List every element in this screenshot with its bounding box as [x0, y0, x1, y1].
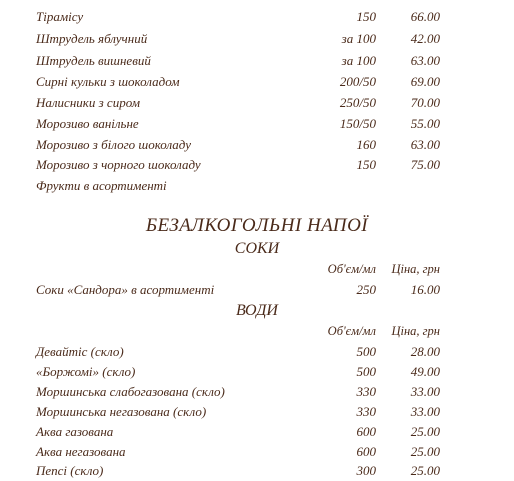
item-volume: 330	[356, 404, 376, 419]
item-volume: 500	[356, 364, 376, 379]
juices-price-header: Ціна, грн	[391, 262, 440, 276]
item-volume: 500	[356, 344, 376, 359]
menu-row	[0, 135, 514, 155]
item-volume: 250	[356, 282, 376, 297]
item-volume: 200/50	[339, 74, 376, 89]
menu-row	[0, 72, 514, 92]
item-price: 42.00	[410, 31, 440, 46]
item-volume: за 100	[341, 31, 376, 46]
item-price: 69.00	[410, 74, 440, 89]
juices-title: СОКИ	[234, 240, 280, 257]
juices-volume-header: Об'єм/мл	[327, 262, 376, 276]
menu-row	[0, 442, 514, 462]
item-name: Соки «Сандора» в асортименті	[36, 282, 215, 297]
menu-row	[0, 29, 514, 49]
menu-row	[0, 93, 514, 113]
item-name: Морозиво ванільне	[36, 116, 139, 131]
menu-row	[0, 51, 514, 71]
item-name: Фрукти в асортименті	[36, 178, 167, 193]
item-volume: 150	[356, 9, 376, 24]
item-price: 63.00	[410, 53, 440, 68]
item-volume: 250/50	[339, 95, 376, 110]
item-volume: 300	[356, 463, 376, 478]
item-price: 33.00	[410, 384, 440, 399]
item-price: 33.00	[410, 404, 440, 419]
item-volume: за 100	[341, 53, 376, 68]
item-volume: 150	[356, 157, 376, 172]
item-name: Девайтіс (скло)	[36, 344, 124, 359]
item-name: Морозиво з білого шоколаду	[36, 137, 191, 152]
item-name: Сирні кульки з шоколадом	[36, 74, 180, 89]
item-price: 25.00	[410, 463, 440, 478]
waters-volume-header: Об'єм/мл	[327, 324, 376, 338]
item-volume: 600	[356, 444, 376, 459]
item-volume: 600	[356, 424, 376, 439]
item-name: Штрудель яблучний	[36, 31, 148, 46]
menu-row	[0, 461, 514, 481]
menu-row	[0, 155, 514, 175]
item-name: Морозиво з чорного шоколаду	[36, 157, 201, 172]
item-name: Аква газована	[36, 424, 114, 439]
menu-row	[0, 422, 514, 442]
item-name: Моршинська негазована (скло)	[36, 404, 207, 419]
item-price: 28.00	[410, 344, 440, 359]
item-name: Налисники з сиром	[36, 95, 140, 110]
menu-row	[0, 382, 514, 402]
item-name: Тірамісу	[36, 9, 84, 24]
item-price: 70.00	[410, 95, 440, 110]
menu-row	[0, 342, 514, 362]
item-price: 16.00	[410, 282, 440, 297]
menu-row	[0, 176, 514, 196]
menu-row	[0, 362, 514, 382]
item-volume: 330	[356, 384, 376, 399]
item-price: 75.00	[410, 157, 440, 172]
item-price: 55.00	[410, 116, 440, 131]
item-name: Моршинська слабогазована (скло)	[36, 384, 225, 399]
item-price: 63.00	[410, 137, 440, 152]
item-price: 25.00	[410, 424, 440, 439]
menu-row	[0, 114, 514, 134]
menu-row	[0, 280, 514, 300]
waters-title: ВОДИ	[236, 302, 278, 319]
item-price: 49.00	[410, 364, 440, 379]
item-name: «Боржомі» (скло)	[36, 364, 136, 379]
item-name: Аква негазована	[36, 444, 126, 459]
menu-row	[0, 402, 514, 422]
item-price: 66.00	[410, 9, 440, 24]
item-name: Пепсі (скло)	[36, 463, 104, 478]
item-price: 25.00	[410, 444, 440, 459]
section-title: БЕЗАЛКОГОЛЬНІ НАПОЇ	[145, 215, 369, 236]
item-volume: 160	[356, 137, 376, 152]
waters-price-header: Ціна, грн	[391, 324, 440, 338]
menu-row	[0, 7, 514, 27]
item-volume: 150/50	[339, 116, 376, 131]
item-name: Штрудель вишневий	[36, 53, 151, 68]
